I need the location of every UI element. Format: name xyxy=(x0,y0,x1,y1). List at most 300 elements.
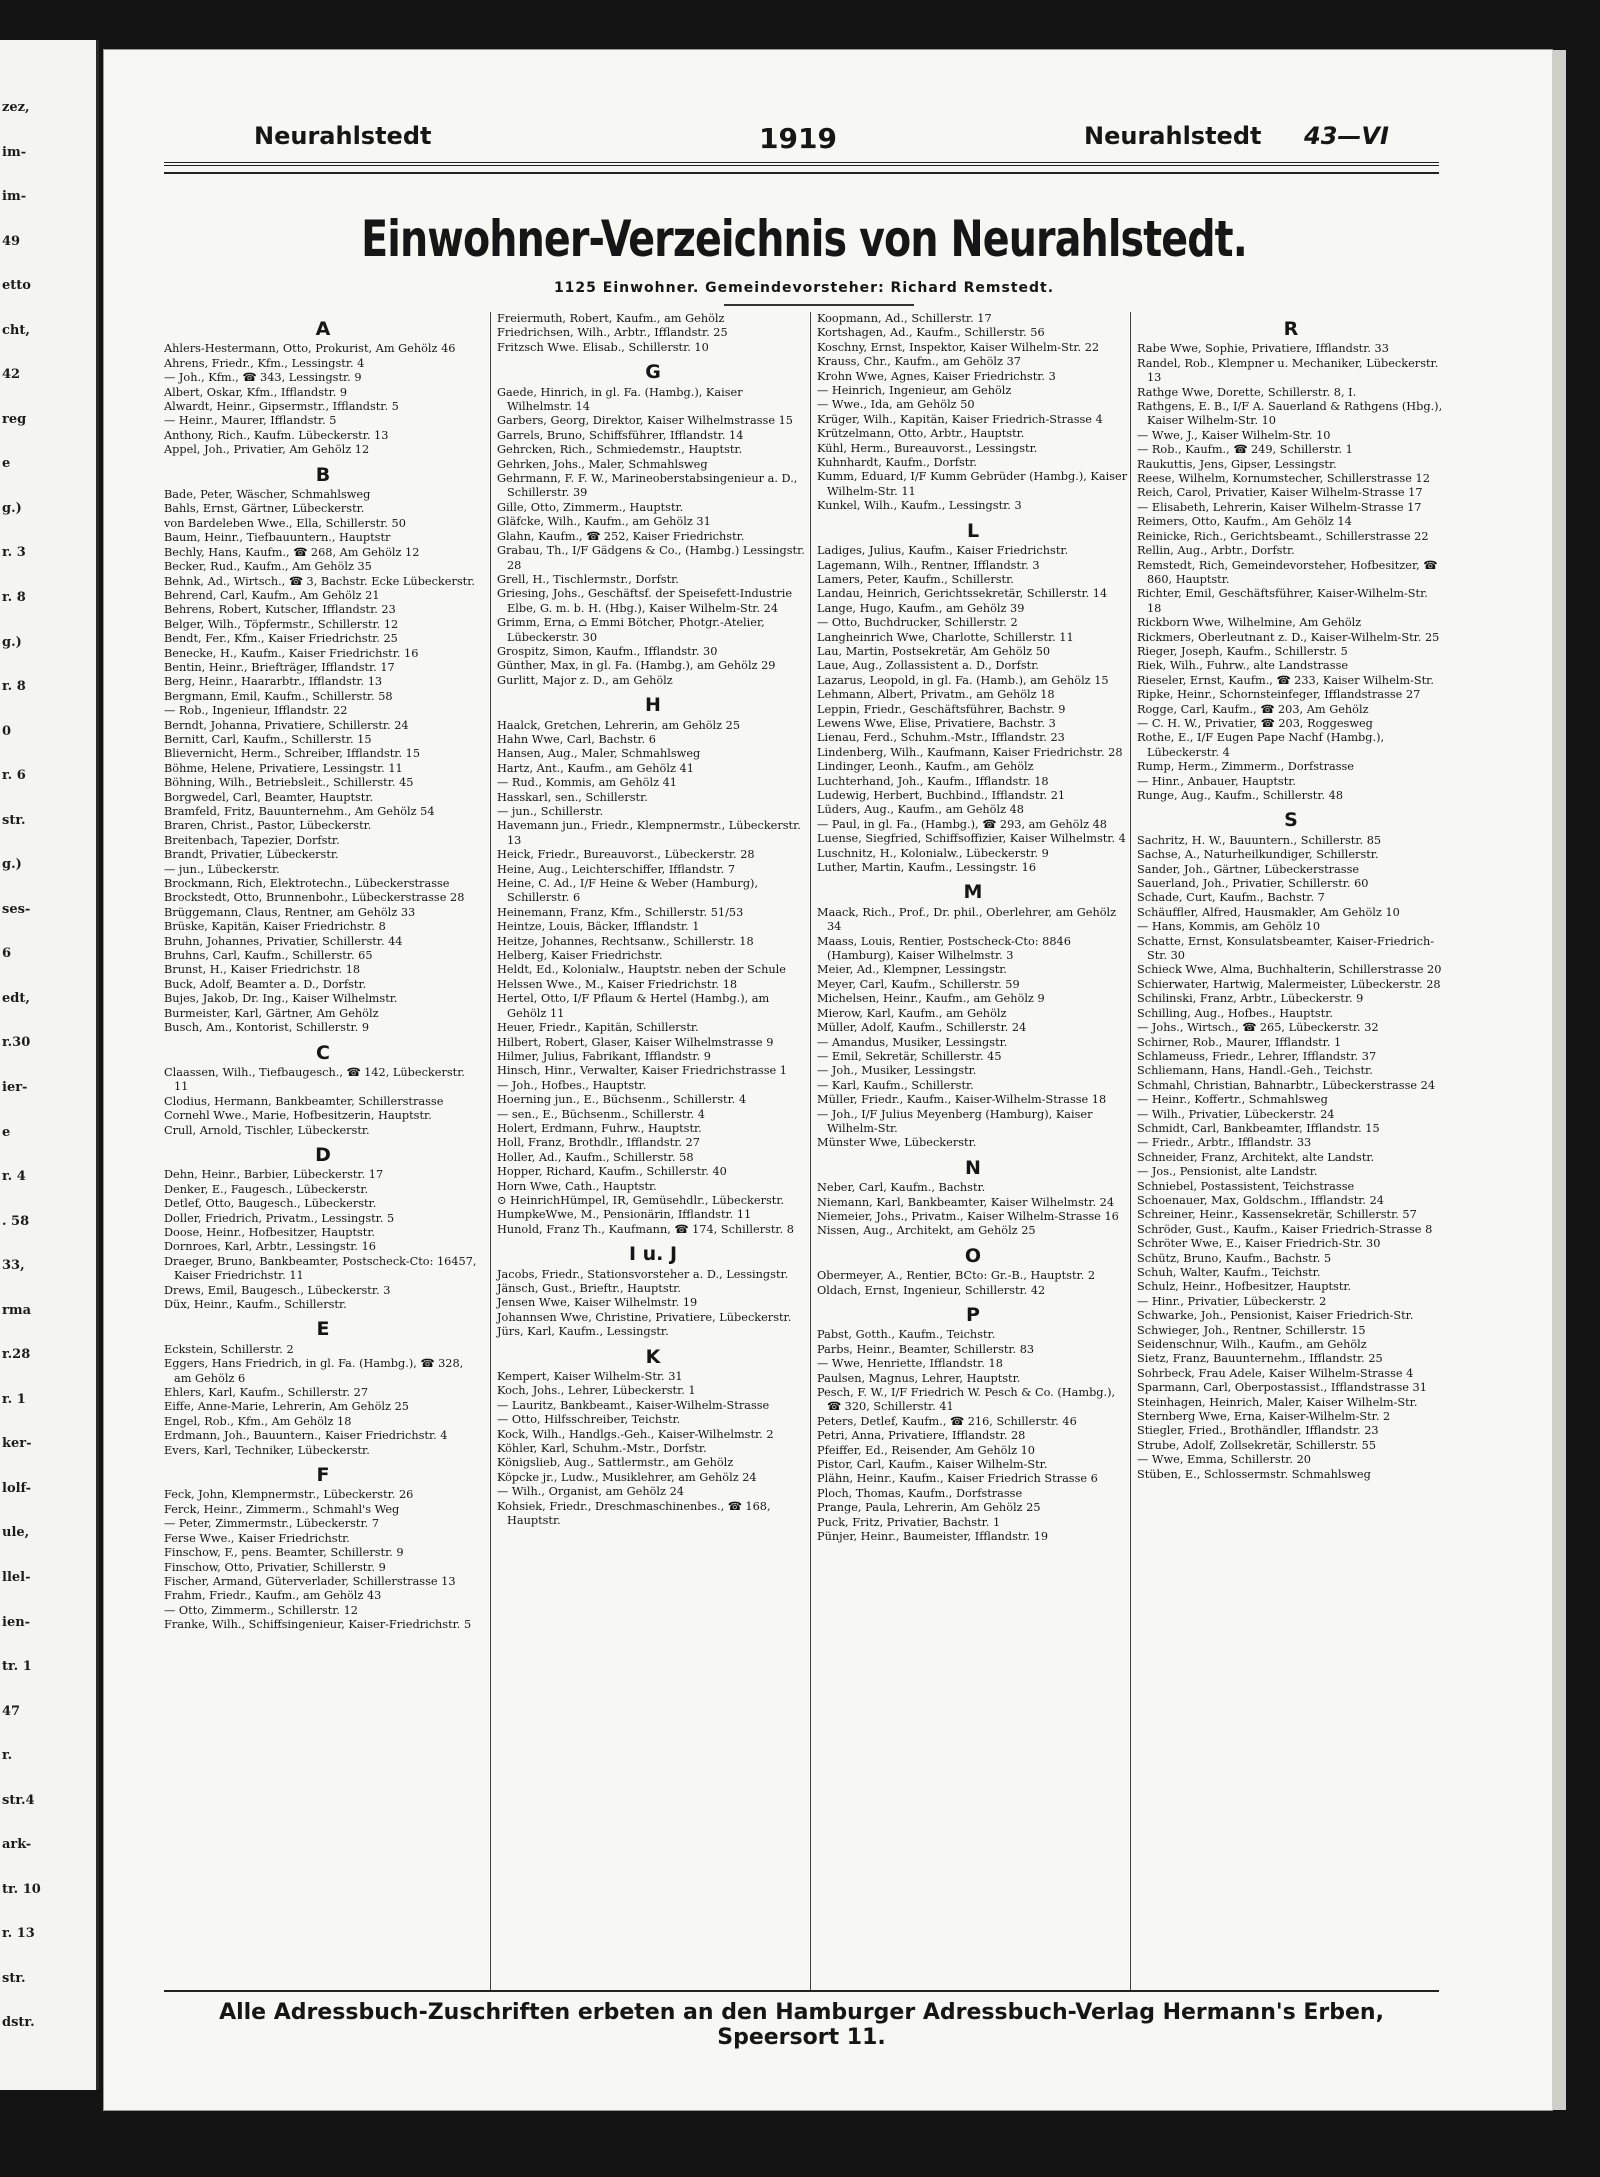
directory-column-2 xyxy=(490,312,809,1992)
directory-entry: Brüske, Kapitän, Kaiser Friedrichstr. 8 xyxy=(164,920,386,934)
header-place-right: Neurahlstedt xyxy=(1084,122,1262,150)
directory-entry: Hilmer, Julius, Fabrikant, Ifflandstr. 9 xyxy=(497,1049,711,1063)
directory-entry: Glahn, Kaufm., ☎ 252, Kaiser Friedrichstr. xyxy=(497,529,745,543)
directory-entry: Michelsen, Heinr., Kaufm., am Gehölz 9 xyxy=(817,992,1045,1006)
directory-entry: Bechly, Hans, Kaufm., ☎ 268, Am Gehölz 12 xyxy=(164,545,420,559)
facing-page-text: r.28 xyxy=(2,1347,31,1363)
directory-entry: ⊙ HeinrichHümpel, IR, Gemüsehdlr., Lübeckerstr. xyxy=(497,1193,785,1207)
facing-page-text: r. xyxy=(2,1748,13,1764)
directory-entry: Blievernicht, Herm., Schreiber, Ifflandstr. 15 xyxy=(164,747,421,761)
directory-entry: Randel, Rob., Klempner u. Mechaniker, Lübeckerstr. 13 xyxy=(1137,356,1439,385)
directory-entry: Fischer, Armand, Güterverlader, Schillerstrasse 13 xyxy=(164,1574,456,1588)
directory-entry: Schieck Wwe, Alma, Buchhalterin, Schillerstrasse 20 xyxy=(1137,963,1442,977)
directory-entry: Hartz, Ant., Kaufm., am Gehölz 41 xyxy=(497,761,694,775)
directory-entry: Becker, Rud., Kaufm., Am Gehölz 35 xyxy=(164,560,372,574)
directory-entry: Heine, Aug., Leichterschiffer, Ifflandstr. 7 xyxy=(497,862,736,876)
directory-entry: Baum, Heinr., Tiefbauuntern., Hauptstr xyxy=(164,531,391,545)
facing-page-text: . 58 xyxy=(2,1213,30,1229)
directory-entry: Rickmers, Oberleutnant z. D., Kaiser-Wilhelm-Str. 25 xyxy=(1137,630,1440,644)
directory-entry: — Hinr., Anbauer, Hauptstr. xyxy=(1137,774,1296,788)
directory-entry: Freiermuth, Robert, Kaufm., am Gehölz xyxy=(497,312,725,325)
directory-entry: Riek, Wilh., Fuhrw., alte Landstrasse xyxy=(1137,659,1349,673)
facing-page-text: e xyxy=(2,456,11,472)
directory-entry: Holl, Franz, Brothdlr., Ifflandstr. 27 xyxy=(497,1136,700,1150)
directory-entry: Reese, Wilhelm, Kornumstecher, Schillerstrasse 12 xyxy=(1137,472,1430,486)
directory-entry: von Bardeleben Wwe., Ella, Schillerstr. 50 xyxy=(164,516,406,530)
directory-entry: Maass, Louis, Rentier, Postscheck-Cto: 8846 (Hamburg), Kaiser Wilhelmstr. 3 xyxy=(817,934,1071,963)
directory-entry: Landau, Heinrich, Gerichtssekretär, Schillerstr. 14 xyxy=(817,587,1108,601)
section-letter: I u. J xyxy=(628,1243,678,1266)
directory-entry: — Heinrich, Ingenieur, am Gehölz xyxy=(817,384,1012,398)
directory-entry: Ehlers, Karl, Kaufm., Schillerstr. 27 xyxy=(164,1386,369,1400)
directory-entry: Ahrens, Friedr., Kfm., Lessingstr. 4 xyxy=(164,356,365,370)
directory-entry: Schneider, Franz, Architekt, alte Landstr. xyxy=(1137,1150,1375,1164)
page-header xyxy=(164,122,1434,162)
directory-entry: Brandt, Privatier, Lübeckerstr. xyxy=(164,848,339,862)
directory-entry: — Rob., Kaufm., ☎ 249, Schillerstr. 1 xyxy=(1137,443,1353,457)
directory-entry: Schirner, Rob., Maurer, Ifflandstr. 1 xyxy=(1137,1035,1342,1049)
directory-entry: Bergmann, Emil, Kaufm., Schillerstr. 58 xyxy=(164,689,393,703)
directory-entry: Schmidt, Carl, Bankbeamter, Ifflandstr. 15 xyxy=(1137,1121,1380,1135)
directory-entry: Gaede, Hinrich, in gl. Fa. (Hambg.), Kaiser Wilhelmstr. 14 xyxy=(497,385,743,414)
directory-entry: Lindenberg, Wilh., Kaufmann, Kaiser Friedrichstr. 28 xyxy=(817,745,1123,759)
section-letter: A xyxy=(315,318,331,340)
directory-entry: Kühl, Herm., Bureauvorst., Lessingstr. xyxy=(817,441,1038,455)
directory-entry: Schierwater, Hartwig, Malermeister, Lübeckerstr. 28 xyxy=(1137,977,1441,991)
facing-page-text: rma xyxy=(2,1302,32,1318)
directory-entry: Grimm, Erna, ⌂ Emmi Bötcher, Photgr.-Atelier, Lübeckerstr. 30 xyxy=(497,616,765,644)
directory-entry: Brunst, H., Kaiser Friedrichstr. 18 xyxy=(164,963,361,977)
directory-entry: — Paul, in gl. Fa., (Hambg.), ☎ 293, am Gehölz 48 xyxy=(817,817,1107,831)
directory-entry: Rickborn Wwe, Wilhelmine, Am Gehölz xyxy=(1137,616,1362,630)
directory-entry: Koopmann, Ad., Schillerstr. 17 xyxy=(817,312,992,325)
directory-entry: Jänsch, Gust., Brieftr., Hauptstr. xyxy=(497,1282,681,1295)
facing-page-text: 47 xyxy=(2,1703,21,1719)
directory-entry: Schilinski, Franz, Arbtr., Lübeckerstr. 9 xyxy=(1137,992,1364,1006)
directory-entry: — Elisabeth, Lehrerin, Kaiser Wilhelm-Strasse 17 xyxy=(1137,500,1422,514)
directory-entry: Busch, Am., Kontorist, Schillerstr. 9 xyxy=(164,1021,370,1035)
facing-page-text: r. 8 xyxy=(2,590,26,605)
directory-entry: Bruhn, Johannes, Privatier, Schillerstr. 44 xyxy=(164,934,403,948)
directory-entry: Heinemann, Franz, Kfm., Schillerstr. 51/53 xyxy=(497,905,744,919)
directory-entry: — Amandus, Musiker, Lessingstr. xyxy=(817,1035,1008,1049)
header-rule xyxy=(164,162,1439,166)
directory-entry: Finschow, Otto, Privatier, Schillerstr. 9 xyxy=(164,1560,386,1574)
page-edge xyxy=(1552,50,1566,2110)
facing-page-text: 0 xyxy=(2,723,12,739)
directory-entry: Dornroes, Karl, Arbtr., Lessingstr. 16 xyxy=(164,1240,376,1254)
directory-entry: Ahlers-Hestermann, Otto, Prokurist, Am Gehölz 46 xyxy=(164,342,456,356)
facing-page-text: r. 4 xyxy=(2,1169,26,1185)
directory-entry: Jacobs, Friedr., Stationsvorsteher a. D., Lessingstr. xyxy=(497,1267,789,1281)
directory-entry: Gehrken, Johs., Maler, Schmahlsweg xyxy=(497,457,708,471)
directory-entry: Pistor, Carl, Kaufm., Kaiser Wilhelm-Str. xyxy=(817,1458,1048,1472)
facing-page-text: str. xyxy=(2,1970,26,1986)
directory-entry: Oldach, Ernst, Ingenieur, Schillerstr. 42 xyxy=(817,1283,1046,1297)
section-letter: N xyxy=(965,1156,981,1179)
directory-entry: Dehn, Heinr., Barbier, Lübeckerstr. 17 xyxy=(164,1168,384,1182)
directory-entry: Niemeier, Johs., Privatm., Kaiser Wilhelm-Strasse 16 xyxy=(817,1209,1119,1223)
directory-entry: Eiffe, Anne-Marie, Lehrerin, Am Gehölz 25 xyxy=(164,1400,409,1414)
directory-entry: Krohn Wwe, Agnes, Kaiser Friedrichstr. 3 xyxy=(817,369,1056,383)
directory-entry: Bade, Peter, Wäscher, Schmahlsweg xyxy=(164,488,371,502)
section-letter: B xyxy=(315,463,331,486)
directory-entry: Müller, Friedr., Kaufm., Kaiser-Wilhelm-Strasse 18 xyxy=(817,1093,1107,1107)
section-letter: G xyxy=(645,361,661,384)
directory-entry: — Joh., Kfm., ☎ 343, Lessingstr. 9 xyxy=(164,371,362,385)
footer-rule xyxy=(164,1990,1439,1992)
directory-entry: Draeger, Bruno, Bankbeamter, Postscheck-Cto: 16457, Kaiser Friedrichstr. 11 xyxy=(164,1254,477,1283)
directory-entry: Langheinrich Wwe, Charlotte, Schillerstr. 11 xyxy=(817,630,1074,644)
section-letter: R xyxy=(1283,318,1299,340)
directory-entry: Berndt, Johanna, Privatiere, Schillerstr. 24 xyxy=(164,718,409,732)
directory-entry: Kortshagen, Ad., Kaufm., Schillerstr. 56 xyxy=(817,326,1045,340)
facing-page-text: llel- xyxy=(2,1570,31,1585)
directory-entry: Ladiges, Julius, Kaufm., Kaiser Friedrichstr. xyxy=(817,544,1069,558)
directory-entry: Hoerning jun., E., Büchsenm., Schillerstr. 4 xyxy=(497,1093,747,1107)
facing-page-text: edt, xyxy=(2,990,30,1006)
directory-entry: Eggers, Hans Friedrich, in gl. Fa. (Hambg.), ☎ 328, am Gehölz 6 xyxy=(164,1357,464,1385)
directory-entry: Ploch, Thomas, Kaufm., Dorfstrasse xyxy=(817,1486,1023,1500)
directory-entry: Krützelmann, Otto, Arbtr., Hauptstr. xyxy=(817,427,1025,441)
directory-entry: Engel, Rob., Kfm., Am Gehölz 18 xyxy=(164,1414,352,1428)
directory-entry: Rabe Wwe, Sophie, Privatiere, Ifflandstr. 33 xyxy=(1137,342,1389,356)
directory-entry: Reimers, Otto, Kaufm., Am Gehölz 14 xyxy=(1137,515,1352,529)
directory-entry: Evers, Karl, Techniker, Lübeckerstr. xyxy=(164,1443,370,1457)
directory-entry: Sietz, Franz, Bauunternehm., Ifflandstr. 25 xyxy=(1137,1352,1383,1366)
directory-entry: Doller, Friedrich, Privatm., Lessingstr. 5 xyxy=(164,1211,395,1225)
facing-page-text: ark- xyxy=(2,1837,32,1853)
directory-entry: Pünjer, Heinr., Baumeister, Ifflandstr. 19 xyxy=(817,1530,1049,1544)
facing-page-text: r. 1 xyxy=(2,1391,26,1407)
header-rule-lower xyxy=(164,172,1439,174)
directory-entry: Steinhagen, Heinrich, Maler, Kaiser Wilhelm-Str. xyxy=(1137,1395,1418,1409)
directory-entry: Schatte, Ernst, Konsulatsbeamter, Kaiser-Friedrich-Str. 30 xyxy=(1137,934,1435,963)
directory-entry: Bentin, Heinr., Briefträger, Ifflandstr. 17 xyxy=(164,660,395,674)
directory-column-1 xyxy=(164,312,482,1992)
directory-entry: Hunold, Franz Th., Kaufmann, ☎ 174, Schillerstr. 8 xyxy=(497,1222,794,1236)
directory-entry: Düx, Heinr., Kaufm., Schillerstr. xyxy=(164,1298,347,1311)
directory-entry: Schilling, Aug., Hofbes., Hauptstr. xyxy=(1137,1006,1333,1020)
directory-entry: — Emil, Sekretär, Schillerstr. 45 xyxy=(817,1049,1002,1063)
directory-entry: Haalck, Gretchen, Lehrerin, am Gehölz 25 xyxy=(497,718,741,732)
directory-entry: — Otto, Buchdrucker, Schillerstr. 2 xyxy=(817,616,1018,630)
directory-entry: Remstedt, Rich, Gemeindevorsteher, Hofbesitzer, ☎ 860, Hauptstr. xyxy=(1137,558,1438,586)
directory-entry: Schwarke, Joh., Pensionist, Kaiser Friedrich-Str. xyxy=(1137,1309,1414,1323)
directory-entry: — Rud., Kommis, am Gehölz 41 xyxy=(497,776,677,790)
directory-entry: Parbs, Heinr., Beamter, Schillerstr. 83 xyxy=(817,1342,1035,1356)
directory-entry: Strube, Adolf, Zollsekretär, Schillerstr. 55 xyxy=(1137,1438,1377,1452)
facing-page-text: ule, xyxy=(2,1525,30,1541)
directory-entry: Ferse Wwe., Kaiser Friedrichstr. xyxy=(164,1531,350,1545)
directory-entry: Kuhnhardt, Kaufm., Dorfstr. xyxy=(817,456,978,470)
directory-entry: Gurlitt, Major z. D., am Gehölz xyxy=(497,673,673,687)
directory-entry: Kock, Wilh., Handlgs.-Geh., Kaiser-Wilhelmstr. 2 xyxy=(497,1427,774,1441)
facing-page-text: reg xyxy=(2,411,27,427)
section-letter: K xyxy=(645,1345,661,1368)
directory-entry: Borgwedel, Carl, Beamter, Hauptstr. xyxy=(164,790,374,804)
page-subtitle: 1125 Einwohner. Gemeindevorsteher: Richard Remstedt. xyxy=(553,280,1055,296)
directory-entry: Lüders, Aug., Kaufm., am Gehölz 48 xyxy=(817,803,1024,817)
facing-page-text: 49 xyxy=(2,233,21,249)
directory-entry: Garbers, Georg, Direktor, Kaiser Wilhelmstrasse 15 xyxy=(497,414,793,428)
facing-page-text: tr. 10 xyxy=(2,1881,41,1897)
directory-entry: — jun., Lübeckerstr. xyxy=(164,862,280,876)
directory-entry: Koch, Johs., Lehrer, Lübeckerstr. 1 xyxy=(497,1384,696,1398)
directory-entry: Rieseler, Ernst, Kaufm., ☎ 233, Kaiser Wilhelm-Str. xyxy=(1137,673,1434,687)
facing-page-text: lolf- xyxy=(2,1480,32,1496)
directory-entry: Münster Wwe, Lübeckerstr. xyxy=(817,1136,977,1150)
facing-page-text: dstr. xyxy=(2,2015,35,2031)
directory-entry: Hasskarl, sen., Schillerstr. xyxy=(497,790,648,804)
directory-entry: Sachritz, H. W., Bauuntern., Schillerstr. 85 xyxy=(1137,833,1382,847)
directory-entry: HumpkeWwe, M., Pensionärin, Ifflandstr. 11 xyxy=(497,1208,752,1222)
directory-entry: Pesch, F. W., I/F Friedrich W. Pesch & Co. (Hambg.), ☎ 320, Schillerstr. 41 xyxy=(817,1386,1116,1414)
page-title: Einwohner-Verzeichnis von Neurahlstedt. xyxy=(361,210,1247,268)
directory-entry: Hansen, Aug., Maler, Schmahlsweg xyxy=(497,747,701,761)
directory-entry: Brüggemann, Claus, Rentner, am Gehölz 33 xyxy=(164,905,416,919)
directory-entry: Finschow, F., pens. Beamter, Schillerstr. 9 xyxy=(164,1546,404,1560)
directory-entry: Stiegler, Fried., Brothändler, Ifflandstr. 23 xyxy=(1137,1424,1379,1438)
directory-entry: Luther, Martin, Kaufm., Lessingstr. 16 xyxy=(817,861,1037,875)
facing-page-text: ier- xyxy=(2,1080,28,1095)
directory-entry: Lazarus, Leopold, in gl. Fa. (Hamb.), am Gehölz 15 xyxy=(817,673,1109,687)
directory-entry: Schäuffler, Alfred, Hausmakler, Am Gehölz 10 xyxy=(1137,905,1400,919)
directory-entry: — jun., Schillerstr. xyxy=(497,805,604,818)
directory-entry: Bahls, Ernst, Gärtner, Lübeckerstr. xyxy=(164,502,365,516)
directory-entry: — Wwe, Emma, Schillerstr. 20 xyxy=(1137,1453,1311,1467)
directory-entry: Garrels, Bruno, Schiffsführer, Ifflandstr. 14 xyxy=(497,428,744,442)
facing-page-fragment xyxy=(0,40,99,2090)
directory-entry: Raukuttis, Jens, Gipser, Lessingstr. xyxy=(1137,457,1337,471)
directory-entry: Rump, Herm., Zimmerm., Dorfstrasse xyxy=(1137,760,1354,774)
directory-entry: — Hinr., Privatier, Lübeckerstr. 2 xyxy=(1137,1294,1327,1308)
directory-entry: Gläfcke, Wilh., Kaufm., am Gehölz 31 xyxy=(497,515,711,529)
directory-entry: Bernitt, Carl, Kaufm., Schillerstr. 15 xyxy=(164,732,372,746)
directory-entry: Schwieger, Joh., Rentner, Schillerstr. 15 xyxy=(1137,1323,1366,1337)
directory-entry: Griesing, Johs., Geschäftsf. der Speisefett-Industrie Elbe, G. m. b. H. (Hbg.), Kaiser Wilhelm-Str. 24 xyxy=(497,587,793,615)
section-letter: H xyxy=(645,694,661,717)
directory-entry: — Joh., I/F Julius Meyenberg (Hamburg), Kaiser Wilhelm-Str. xyxy=(817,1107,1093,1135)
directory-entry: Heuer, Friedr., Kapitän, Schillerstr. xyxy=(497,1021,699,1035)
facing-page-text: r. 6 xyxy=(2,768,26,784)
facing-page-text: g.) xyxy=(2,634,22,650)
directory-entry: Meyer, Carl, Kaufm., Schillerstr. 59 xyxy=(817,977,1020,991)
directory-entry: Sauerland, Joh., Privatier, Schillerstr. 60 xyxy=(1137,877,1369,891)
directory-entry: Kumm, Eduard, I/F Kumm Gebrüder (Hambg.), Kaiser Wilhelm-Str. 11 xyxy=(817,470,1128,498)
directory-entry: Reich, Carol, Privatier, Kaiser Wilhelm-Strasse 17 xyxy=(1137,486,1423,500)
directory-entry: Helberg, Kaiser Friedrichstr. xyxy=(497,949,663,963)
directory-entry: — Otto, Zimmerm., Schillerstr. 12 xyxy=(164,1603,358,1617)
facing-page-text: g.) xyxy=(2,857,22,873)
directory-entry: Neber, Carl, Kaufm., Bachstr. xyxy=(817,1181,986,1195)
section-letter: M xyxy=(963,881,983,904)
directory-entry: Hopper, Richard, Kaufm., Schillerstr. 40 xyxy=(497,1165,727,1179)
directory-entry: Friedrichsen, Wilh., Arbtr., Ifflandstr. 25 xyxy=(497,326,728,340)
directory-entry: Laue, Aug., Zollassistent a. D., Dorfstr. xyxy=(817,659,1039,673)
directory-entry: — Hans, Kommis, am Gehölz 10 xyxy=(1137,920,1321,934)
directory-entry: Lagemann, Wilh., Rentner, Ifflandstr. 3 xyxy=(817,558,1040,572)
directory-entry: Meier, Ad., Klempner, Lessingstr. xyxy=(817,963,1008,977)
directory-entry: — Rob., Ingenieur, Ifflandstr. 22 xyxy=(164,704,348,718)
directory-entry: Cornehl Wwe., Marie, Hofbesitzerin, Hauptstr. xyxy=(164,1109,432,1123)
facing-page-text: g.) xyxy=(2,500,22,516)
facing-page-text: cht, xyxy=(2,322,30,338)
directory-entry: Havemann jun., Friedr., Klempnermstr., Lübeckerstr. 13 xyxy=(497,819,801,847)
directory-entry: Böhme, Helene, Privatiere, Lessingstr. 11 xyxy=(164,761,403,775)
directory-page xyxy=(104,50,1552,2110)
directory-entry: Lienau, Ferd., Schuhm.-Mstr., Ifflandstr. 23 xyxy=(817,731,1065,745)
directory-entry: Schuh, Walter, Kaufm., Teichstr. xyxy=(1137,1266,1321,1279)
directory-entry: Fritzsch Wwe. Elisab., Schillerstr. 10 xyxy=(497,340,709,354)
directory-entry: Brockmann, Rich, Elektrotechn., Lübeckerstrasse xyxy=(164,877,450,891)
directory-entry: Prange, Paula, Lehrerin, Am Gehölz 25 xyxy=(817,1501,1041,1515)
directory-entry: Crull, Arnold, Tischler, Lübeckerstr. xyxy=(164,1123,370,1137)
directory-entry: Ripke, Heinr., Schornsteinfeger, Ifflandstrasse 27 xyxy=(1137,688,1421,702)
directory-entry: Petri, Anna, Privatiere, Ifflandstr. 28 xyxy=(817,1429,1026,1443)
subtitle-rule xyxy=(724,304,914,306)
header-place-left: Neurahlstedt xyxy=(254,122,432,150)
facing-page-text: ker- xyxy=(2,1436,32,1452)
directory-entry: — Karl, Kaufm., Schillerstr. xyxy=(817,1078,974,1092)
directory-entry: Puck, Fritz, Privatier, Bachstr. 1 xyxy=(817,1515,1001,1529)
section-letter: F xyxy=(316,1464,330,1487)
directory-entry: Heintze, Louis, Bäcker, Ifflandstr. 1 xyxy=(497,920,700,934)
directory-entry: Jürs, Karl, Kaufm., Lessingstr. xyxy=(497,1325,669,1339)
directory-entry: Heldt, Ed., Kolonialw., Hauptstr. neben der Schule xyxy=(497,963,786,977)
directory-entry: Buck, Adolf, Beamter a. D., Dorfstr. xyxy=(164,977,367,991)
facing-page-text: r. 8 xyxy=(2,679,26,695)
directory-entry: — Lauritz, Bankbeamt., Kaiser-Wilhelm-Strasse xyxy=(497,1398,770,1412)
directory-entry: Pabst, Gotth., Kaufm., Teichstr. xyxy=(817,1328,996,1342)
directory-entry: Schlameuss, Friedr., Lehrer, Ifflandstr. 37 xyxy=(1137,1049,1377,1063)
directory-entry: Holler, Ad., Kaufm., Schillerstr. 58 xyxy=(497,1150,694,1164)
directory-entry: Sternberg Wwe, Erna, Kaiser-Wilhelm-Str. 2 xyxy=(1137,1410,1391,1424)
directory-entry: Mierow, Karl, Kaufm., am Gehölz xyxy=(817,1006,1007,1020)
directory-entry: Gehrmann, F. F. W., Marineoberstabsingenieur a. D., Schillerstr. 39 xyxy=(497,472,798,500)
directory-entry: Holert, Erdmann, Fuhrw., Hauptstr. xyxy=(497,1121,702,1135)
directory-entry: Hahn Wwe, Carl, Bachstr. 6 xyxy=(497,732,656,746)
facing-page-text: zez, xyxy=(2,100,30,115)
directory-entry: — Friedr., Arbtr., Ifflandstr. 33 xyxy=(1137,1136,1312,1150)
page-number: 43—VI xyxy=(1304,122,1389,150)
directory-entry: Rathgens, E. B., I/F A. Sauerland & Rathgens (Hbg.), Kaiser Wilhelm-Str. 10 xyxy=(1137,400,1443,428)
facing-page-text: ien- xyxy=(2,1614,31,1630)
directory-entry: Anthony, Rich., Kaufm. Lübeckerstr. 13 xyxy=(164,428,389,442)
directory-entry: Helssen Wwe., M., Kaiser Friedrichstr. 18 xyxy=(497,977,738,991)
directory-entry: Rathge Wwe, Dorette, Schillerstr. 8, I. xyxy=(1137,385,1357,399)
directory-entry: Breitenbach, Tapezier, Dorfstr. xyxy=(164,833,340,847)
directory-entry: Maack, Rich., Prof., Dr. phil., Oberlehrer, am Gehölz 34 xyxy=(817,905,1117,934)
header-year: 1919 xyxy=(759,122,837,155)
directory-entry: Heitze, Johannes, Rechtsanw., Schillerstr. 18 xyxy=(497,934,754,948)
directory-entry: Günther, Max, in gl. Fa. (Hambg.), am Gehölz 29 xyxy=(497,659,776,673)
directory-entry: Grospitz, Simon, Kaufm., Ifflandstr. 30 xyxy=(497,644,718,658)
directory-entry: Erdmann, Joh., Bauuntern., Kaiser Friedrichstr. 4 xyxy=(164,1429,448,1443)
directory-entry: Bendt, Fer., Kfm., Kaiser Friedrichstr. 25 xyxy=(164,632,398,646)
directory-entry: Schröder, Gust., Kaufm., Kaiser Friedrich-Strasse 8 xyxy=(1137,1222,1433,1236)
directory-entry: Feck, John, Klempnermstr., Lübeckerstr. 26 xyxy=(164,1488,414,1502)
directory-entry: Köhler, Karl, Schuhm.-Mstr., Dorfstr. xyxy=(497,1442,707,1456)
directory-entry: Böhning, Wilh., Betriebsleit., Schillerstr. 45 xyxy=(164,776,414,790)
directory-entry: Eckstein, Schillerstr. 2 xyxy=(164,1342,294,1356)
directory-entry: Pfeiffer, Ed., Reisender, Am Gehölz 10 xyxy=(817,1443,1035,1457)
directory-entry: Sparmann, Carl, Oberpostassist., Ifflandstrasse 31 xyxy=(1137,1381,1427,1395)
directory-entry: — Johs., Wirtsch., ☎ 265, Lübeckerstr. 32 xyxy=(1137,1021,1379,1035)
facing-page-text: im- xyxy=(2,144,27,160)
directory-entry: Gehrcken, Rich., Schmiedemstr., Hauptstr. xyxy=(497,443,743,457)
directory-entry: Krüger, Wilh., Kapitän, Kaiser Friedrich-Strasse 4 xyxy=(817,412,1103,426)
directory-entry: Seidenschnur, Wilh., Kaufm., am Gehölz xyxy=(1137,1338,1367,1352)
directory-entry: Clodius, Hermann, Bankbeamter, Schillerstrasse xyxy=(164,1094,444,1108)
directory-entry: — C. H. W., Privatier, ☎ 203, Roggesweg xyxy=(1137,716,1373,730)
directory-entry: Obermeyer, A., Rentier, BCto: Gr.-B., Hauptstr. 2 xyxy=(817,1269,1096,1283)
facing-page-text: str.4 xyxy=(2,1792,35,1808)
directory-entry: Schade, Curt, Kaufm., Bachstr. 7 xyxy=(1137,891,1325,905)
directory-entry: Runge, Aug., Kaufm., Schillerstr. 48 xyxy=(1137,789,1344,802)
directory-entry: Kohsiek, Friedr., Dreschmaschinenbes., ☎ 168, Hauptstr. xyxy=(497,1499,771,1528)
directory-entry: Schütz, Bruno, Kaufm., Bachstr. 5 xyxy=(1137,1251,1332,1265)
directory-entry: Lau, Martin, Postsekretär, Am Gehölz 50 xyxy=(817,644,1051,658)
directory-entry: Koschny, Ernst, Inspektor, Kaiser Wilhelm-Str. 22 xyxy=(817,340,1100,354)
directory-entry: Benecke, H., Kaufm., Kaiser Friedrichstr. 16 xyxy=(164,646,419,660)
directory-entry: Doose, Heinr., Hofbesitzer, Hauptstr. xyxy=(164,1225,376,1239)
directory-entry: — Heinr., Maurer, Ifflandstr. 5 xyxy=(164,414,337,428)
section-letter: S xyxy=(1284,809,1298,832)
directory-entry: Müller, Adolf, Kaufm., Schillerstr. 24 xyxy=(817,1021,1027,1035)
directory-entry: Lehmann, Albert, Privatm., am Gehölz 18 xyxy=(817,688,1055,702)
directory-entry: Rothe, E., I/F Eugen Pape Nachf (Hambg.), Lübeckerstr. 4 xyxy=(1137,731,1385,759)
directory-entry: Bujes, Jakob, Dr. Ing., Kaiser Wilhelmstr. xyxy=(164,992,398,1006)
directory-entry: — Jos., Pensionist, alte Landstr. xyxy=(1137,1165,1318,1179)
directory-entry: Rellin, Aug., Arbtr., Dorfstr. xyxy=(1137,544,1295,558)
directory-entry: Köpcke jr., Ludw., Musiklehrer, am Gehölz 24 xyxy=(497,1470,757,1484)
directory-entry: Rogge, Carl, Kaufm., ☎ 203, Am Gehölz xyxy=(1137,702,1369,716)
directory-entry: Königslieb, Aug., Sattlermstr., am Gehölz xyxy=(497,1456,734,1470)
directory-entry: Berg, Heinr., Haararbtr., Ifflandstr. 13 xyxy=(164,675,383,689)
section-letter: E xyxy=(316,1318,330,1341)
facing-page-text: str. xyxy=(2,812,26,828)
directory-entry: Drews, Emil, Baugesch., Lübeckerstr. 3 xyxy=(164,1283,391,1297)
directory-entry: Grell, H., Tischlermstr., Dorfstr. xyxy=(497,572,679,586)
directory-entry: — Otto, Hilfsschreiber, Teichstr. xyxy=(497,1413,681,1427)
directory-entry: Belger, Wilh., Töpfermstr., Schillerstr. 12 xyxy=(164,617,399,631)
directory-entry: Schliemann, Hans, Handl.-Geh., Teichstr. xyxy=(1137,1064,1373,1078)
directory-entry: Schröter Wwe, E., Kaiser Friedrich-Str. 30 xyxy=(1137,1237,1381,1251)
directory-entry: Krauss, Chr., Kaufm., am Gehölz 37 xyxy=(817,355,1021,369)
directory-entry: Schmahl, Christian, Bahnarbtr., Lübeckerstrasse 24 xyxy=(1137,1078,1436,1092)
facing-page-text: r. 13 xyxy=(2,1926,35,1942)
directory-entry: Luchterhand, Joh., Kaufm., Ifflandstr. 18 xyxy=(817,774,1049,788)
directory-entry: — Heinr., Koffertr., Schmahlsweg xyxy=(1137,1093,1328,1107)
directory-entry: Brockstedt, Otto, Brunnenbohr., Lübeckerstrasse 28 xyxy=(164,891,465,905)
facing-page-text: etto xyxy=(2,278,31,294)
facing-page-text: 33, xyxy=(2,1258,25,1274)
directory-entry: Schulz, Heinr., Hofbesitzer, Hauptstr. xyxy=(1137,1280,1352,1294)
directory-column-4 xyxy=(1130,312,1445,1992)
directory-entry: Paulsen, Magnus, Lehrer, Hauptstr. xyxy=(817,1371,1021,1385)
directory-entry: Kunkel, Wilh., Kaufm., Lessingstr. 3 xyxy=(817,499,1022,513)
facing-page-text: 42 xyxy=(2,367,21,383)
directory-entry: Schoenauer, Max, Goldschm., Ifflandstr. 24 xyxy=(1137,1193,1384,1207)
section-letter: D xyxy=(315,1143,331,1166)
directory-entry: Schniebel, Postassistent, Teichstrasse xyxy=(1137,1179,1355,1193)
directory-entry: — Joh., Musiker, Lessingstr. xyxy=(817,1064,977,1078)
facing-page-text: r.30 xyxy=(2,1035,31,1051)
directory-entry: Horn Wwe, Cath., Hauptstr. xyxy=(497,1179,657,1193)
directory-entry: Ferck, Heinr., Zimmerm., Schmahl's Weg xyxy=(164,1502,400,1516)
directory-entry: Heine, C. Ad., I/F Heine & Weber (Hamburg), Schillerstr. 6 xyxy=(497,877,759,905)
